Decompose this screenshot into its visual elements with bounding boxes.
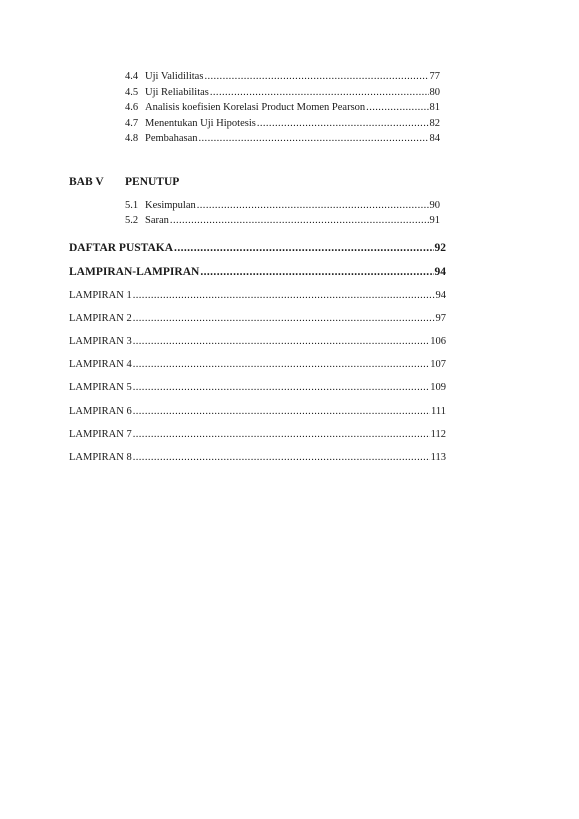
toc-page: 90 [429,200,440,211]
leader-dots [133,428,430,441]
toc-title: LAMPIRAN 4 [69,359,132,370]
leader-dots [197,199,429,212]
toc-title: Kesimpulan [145,200,196,211]
toc-number: 4.5 [125,87,139,98]
toc-entry-4-7 [125,117,440,130]
toc-entry-lampiran-6 [69,405,446,418]
toc-entry-lampiran-5 [69,381,446,394]
toc-page: 112 [430,429,446,440]
toc-page: 80 [429,87,440,98]
leader-dots [200,266,433,279]
toc-title: DAFTAR PUSTAKA [69,242,174,254]
toc-title: LAMPIRAN 2 [69,313,132,324]
toc-page: 92 [434,242,446,254]
toc-title: LAMPIRAN 1 [69,290,132,301]
toc-title: LAMPIRAN 7 [69,429,132,440]
toc-entry-lampiran-2 [69,312,446,325]
toc-number: 4.4 [125,71,139,82]
toc-page: 97 [435,313,446,324]
leader-dots [133,289,435,302]
toc-page: 94 [434,266,446,278]
toc-page: 84 [429,133,440,144]
toc-number: 5.2 [125,215,139,226]
toc-page: 91 [429,215,440,226]
toc-number: 4.8 [125,133,139,144]
toc-title: LAMPIRAN-LAMPIRAN [69,266,200,278]
toc-entry-4-5 [125,86,440,99]
toc-number: 5.1 [125,200,139,211]
toc-title: LAMPIRAN 8 [69,452,132,463]
toc-page: 109 [430,382,446,393]
toc-title: Menentukan Uji Hipotesis [145,118,256,129]
leader-dots [174,242,433,255]
toc-title: LAMPIRAN 5 [69,382,132,393]
toc-entry-lampiran-1 [69,289,446,302]
leader-dots [210,86,429,99]
toc-entry-daftar-pustaka [69,242,446,255]
toc-page: 111 [431,406,446,417]
leader-dots [170,214,429,227]
toc-page: 77 [429,71,440,82]
toc-entry-lampiran-4 [69,358,446,371]
leader-dots [133,358,430,371]
toc-number: 4.6 [125,102,139,113]
leader-dots [204,70,428,83]
toc-entry-4-6 [125,101,440,114]
leader-dots [133,451,430,464]
chapter-title: PENUTUP [125,176,180,188]
toc-title: Saran [145,215,169,226]
toc-entry-lampiran-3 [69,335,446,348]
toc-title: Pembahasan [145,133,198,144]
toc-page: 113 [430,452,446,463]
leader-dots [366,101,428,114]
toc-number: 4.7 [125,118,139,129]
toc-title: Uji Validilitas [145,71,204,82]
toc-entry-5-2 [125,214,440,227]
toc-title: LAMPIRAN 3 [69,336,132,347]
leader-dots [133,405,430,418]
toc-entry-4-8 [125,132,440,145]
toc-entry-lampiran-7 [69,428,446,441]
leader-dots [257,117,429,130]
chapter-label: BAB V [69,176,104,188]
toc-entry-5-1 [125,199,440,212]
toc-entry-lampiran-lampiran [69,266,446,279]
toc-page: 81 [429,102,440,113]
toc-title: Uji Reliabilitas [145,87,209,98]
toc-page: 94 [435,290,446,301]
toc-entry-4-4 [125,70,440,83]
leader-dots [199,132,429,145]
leader-dots [133,312,435,325]
toc-title: LAMPIRAN 6 [69,406,132,417]
leader-dots [133,335,430,348]
leader-dots [133,381,430,394]
toc-entry-lampiran-8 [69,451,446,464]
toc-page: 107 [430,359,446,370]
toc-title: Analisis koefisien Korelasi Product Momen Pearson [145,102,366,113]
toc-page: 106 [430,336,446,347]
toc-page: 82 [429,118,440,129]
